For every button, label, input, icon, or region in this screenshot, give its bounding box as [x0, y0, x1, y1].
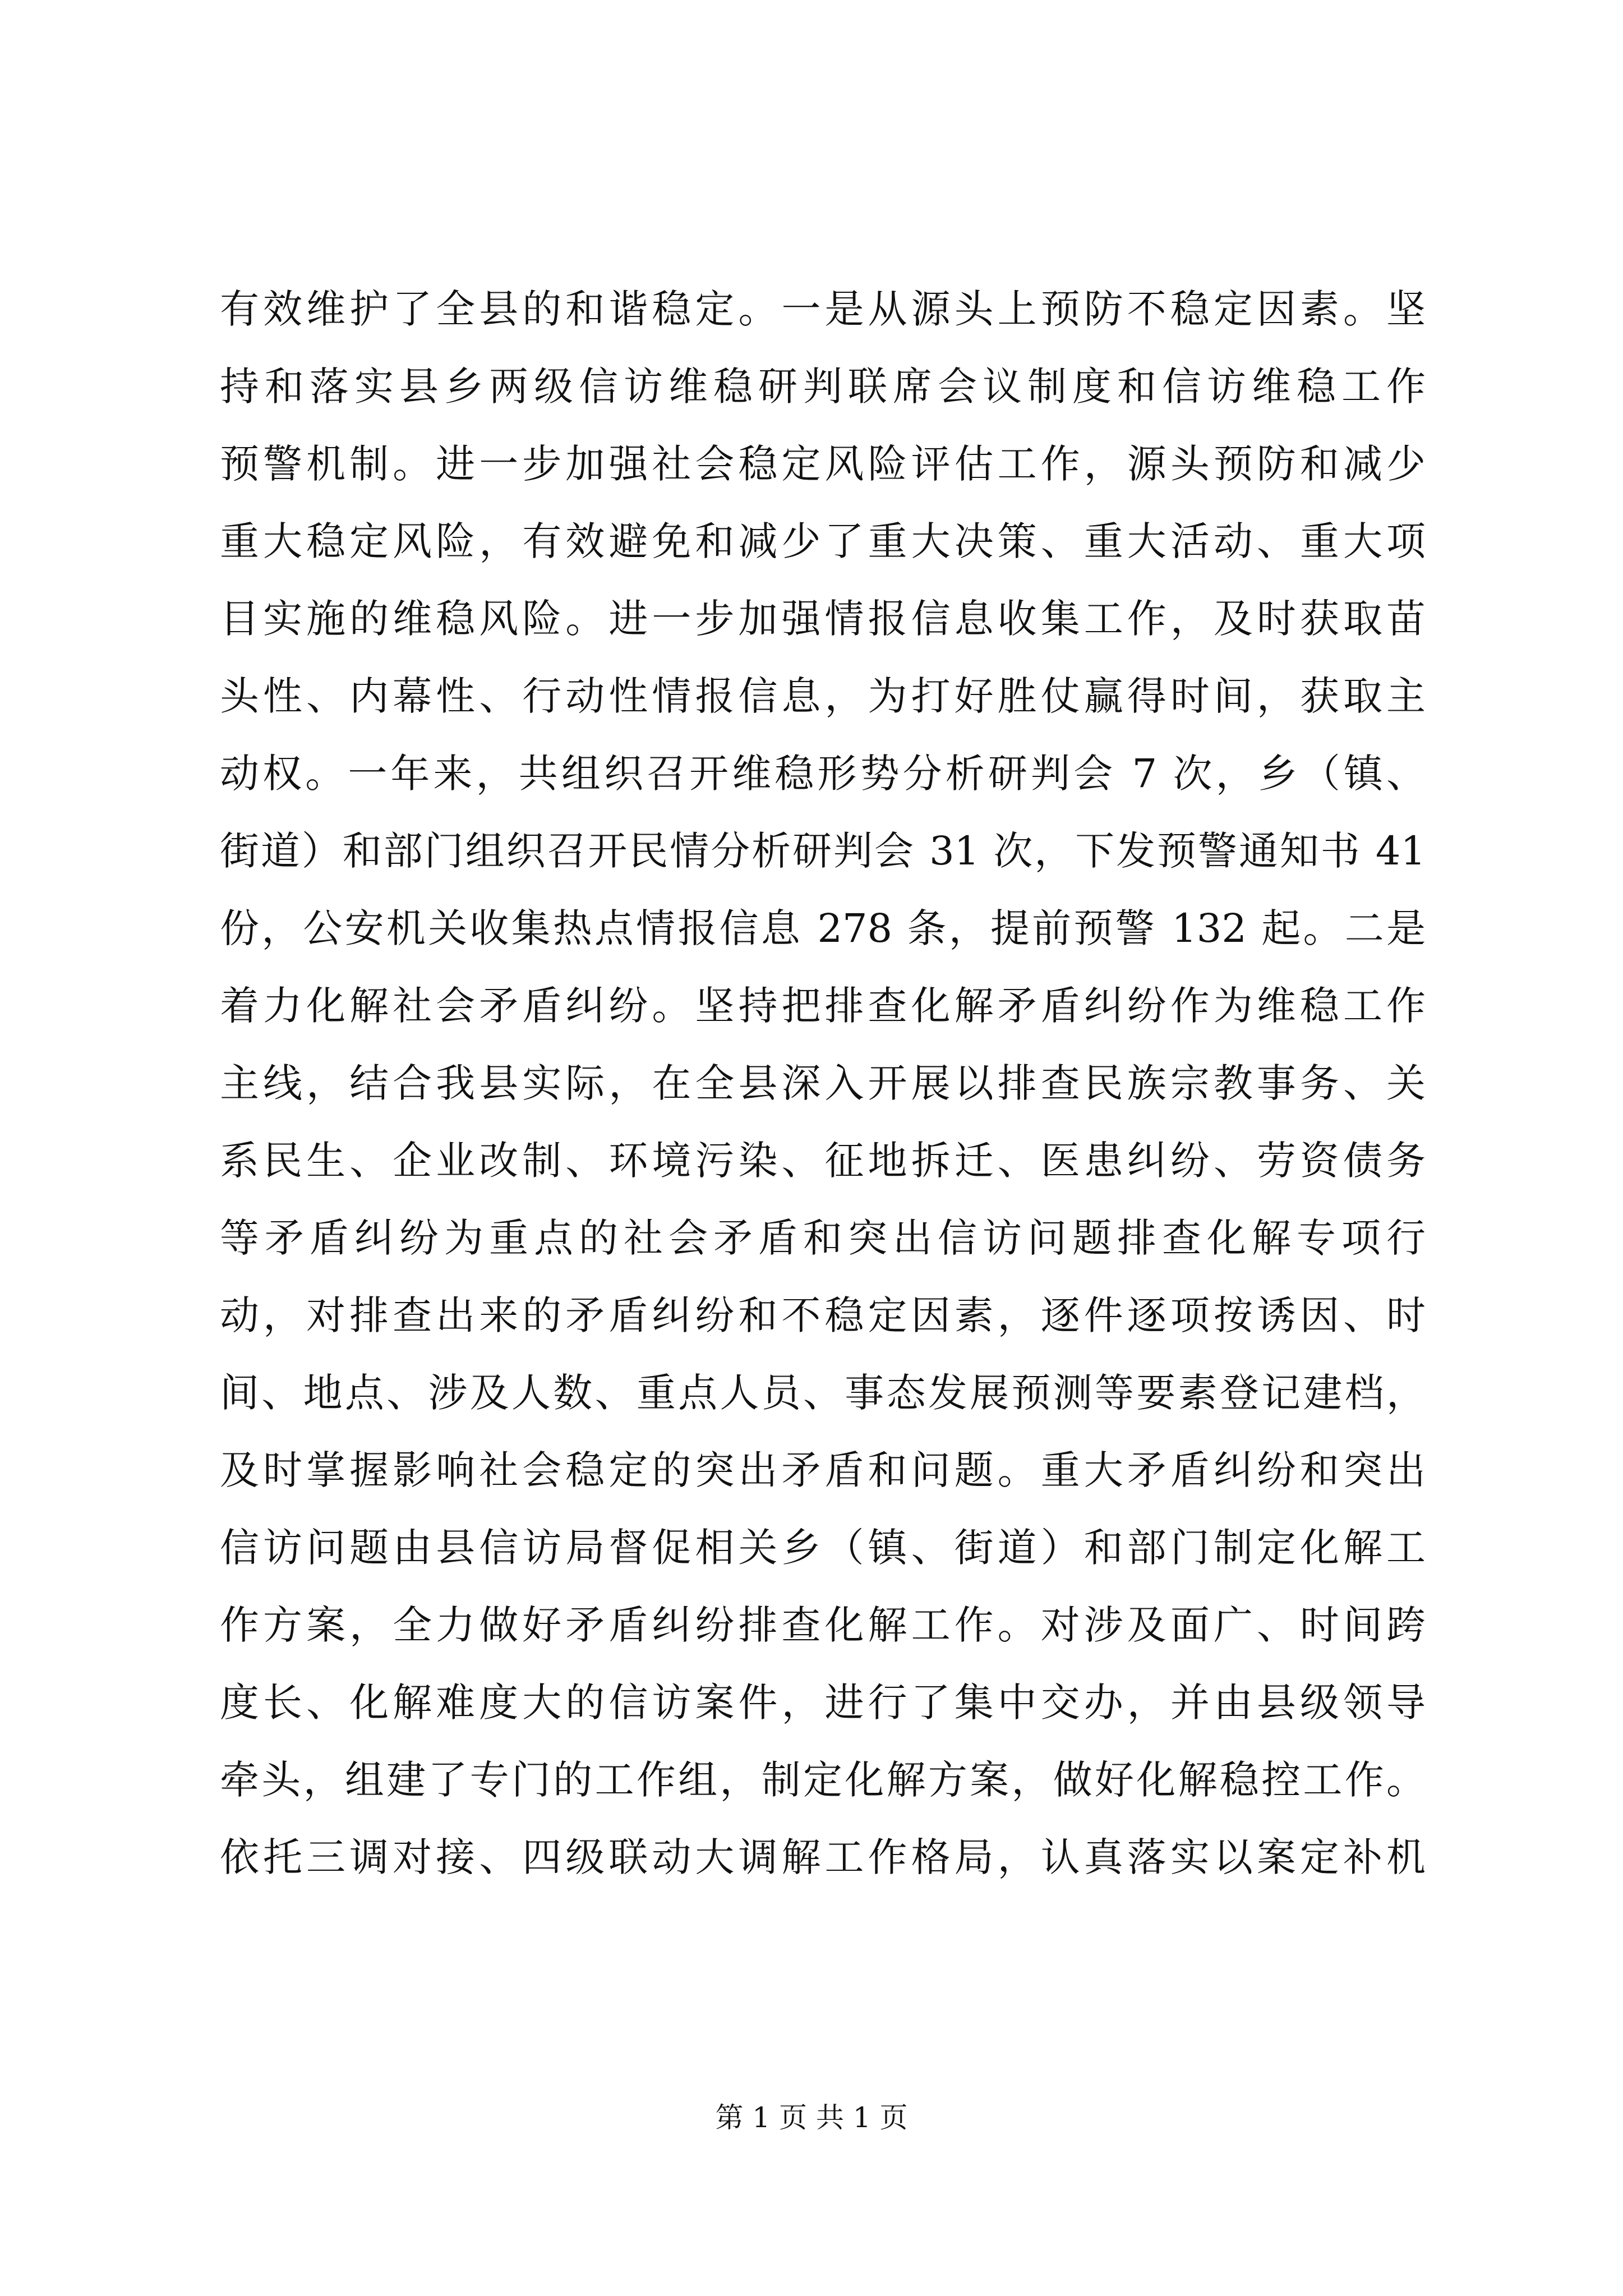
- text-line: 头性、内幕性、行动性情报信息，为打好胜仗赢得时间，获取主: [220, 673, 1426, 719]
- text-line: 主线，结合我县实际，在全县深入开展以排查民族宗教事务、关: [220, 1060, 1426, 1106]
- text-line: 有效维护了全县的和谐稳定。一是从源头上预防不稳定因素。坚: [220, 286, 1426, 332]
- page-footer: [0, 2098, 1623, 2137]
- body-text: [220, 270, 1426, 1896]
- text-line: 度长、化解难度大的信访案件，进行了集中交办，并由县级领导: [220, 1680, 1426, 1726]
- text-line: 重大稳定风险，有效避免和减少了重大决策、重大活动、重大项: [220, 518, 1426, 564]
- text-line: 牵头，组建了专门的工作组，制定化解方案，做好化解稳控工作。: [220, 1757, 1426, 1803]
- text-line: 信访问题由县信访局督促相关乡（镇、街道）和部门制定化解工: [220, 1525, 1426, 1571]
- text-line: 目实施的维稳风险。进一步加强情报信息收集工作，及时获取苗: [220, 596, 1426, 642]
- text-line: 系民生、企业改制、环境污染、征地拆迁、医患纠纷、劳资债务: [220, 1138, 1426, 1184]
- text-line: 及时掌握影响社会稳定的突出矛盾和问题。重大矛盾纠纷和突出: [220, 1447, 1426, 1493]
- text-line: 动，对排查出来的矛盾纠纷和不稳定因素，逐件逐项按诱因、时: [220, 1292, 1426, 1338]
- text-line: 预警机制。进一步加强社会稳定风险评估工作，源头预防和减少: [220, 441, 1426, 487]
- text-line: 间、地点、涉及人数、重点人员、事态发展预测等要素登记建档，: [220, 1370, 1426, 1416]
- text-line: 份，公安机关收集热点情报信息 278 条，提前预警 132 起。二是: [220, 905, 1426, 951]
- text-line: 动权。一年来，共组织召开维稳形势分析研判会 7 次，乡（镇、: [220, 751, 1426, 797]
- text-line: 街道）和部门组织召开民情分析研判会 31 次，下发预警通知书 41: [220, 828, 1426, 874]
- text-line: 等矛盾纠纷为重点的社会矛盾和突出信访问题排查化解专项行: [220, 1215, 1426, 1261]
- text-line: 作方案，全力做好矛盾纠纷排查化解工作。对涉及面广、时间跨: [220, 1602, 1426, 1648]
- page-number-label: 第 1 页 共 1 页: [715, 2101, 908, 2134]
- text-line: 依托三调对接、四级联动大调解工作格局，认真落实以案定补机: [220, 1834, 1426, 1880]
- text-line: 着力化解社会矛盾纠纷。坚持把排查化解矛盾纠纷作为维稳工作: [220, 983, 1426, 1029]
- text-line: 持和落实县乡两级信访维稳研判联席会议制度和信访维稳工作: [220, 364, 1426, 409]
